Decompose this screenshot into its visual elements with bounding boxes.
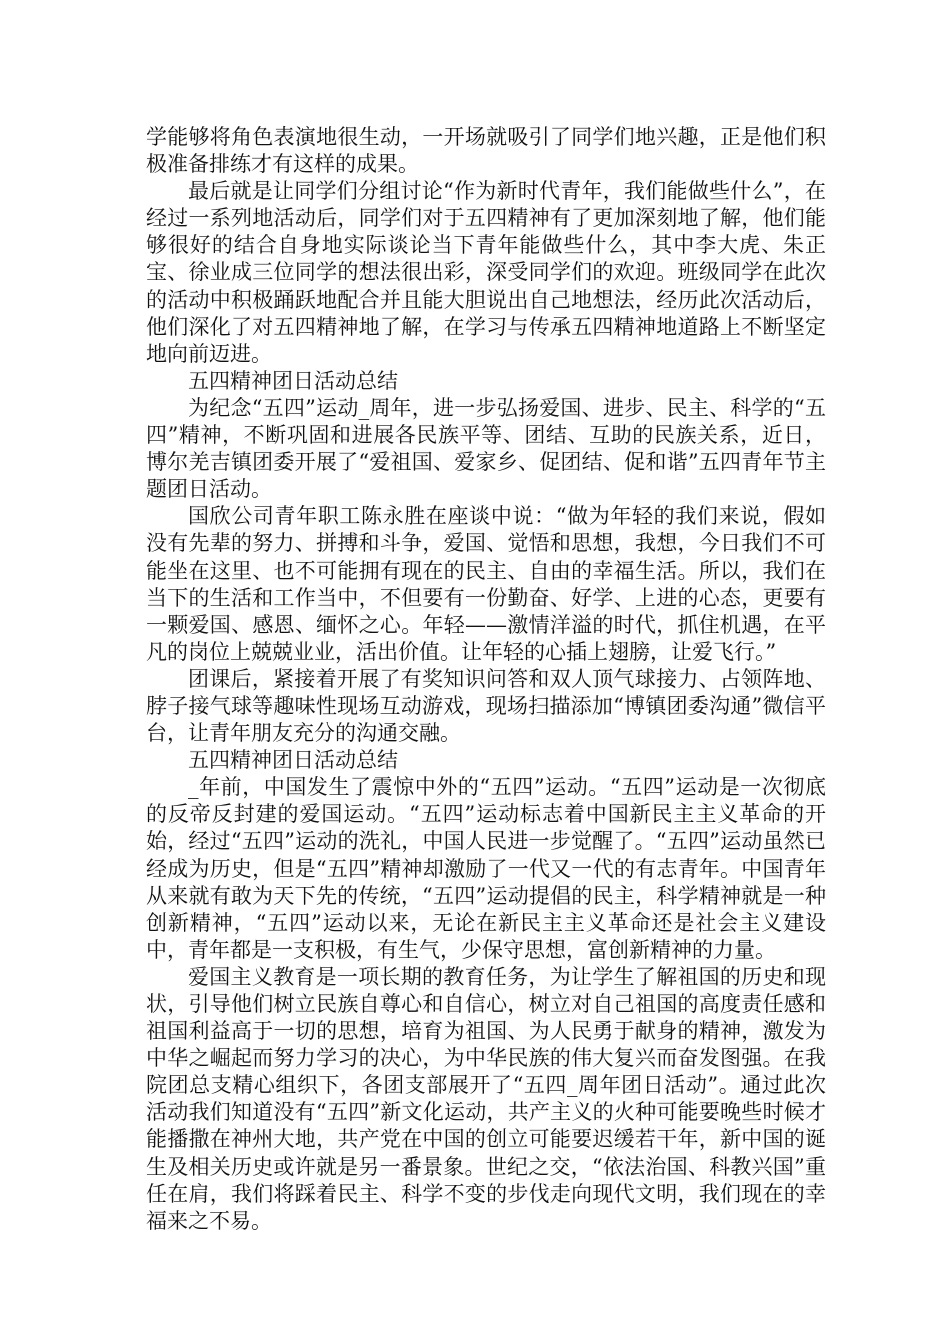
paragraph-group-discussion: 最后就是让同学们分组讨论“作为新时代青年，我们能做些什么”，在经过一系列地活动后，同学们对于五四精神有了更加深刻地了解，他们能够很好的结合自身地实际谈论当下青年能做些什么，其中李大虎、朱正宝、徐业成三位同学的想法很出彩，深受同学们的欢迎。班级同学在此次的活动中积极踊跃地配合并且能大胆说出自己地想法，经历此次活动后，他们深化了对五四精神地了解，在学习与传承五四精神地道路上不断坚定地向前迈进。 (146, 179, 826, 366)
paragraph-commemoration: 为纪念“五四”运动_周年，进一步弘扬爱国、进步、民主、科学的“五四”精神，不断巩固和进展各民族平等、团结、互助的民族关系，近日，博尔羌吉镇团委开展了“爱祖国、爱家乡、促团结、促和谐”五四青年节主题团日活动。 (146, 395, 826, 502)
paragraph-history: _年前，中国发生了震惊中外的“五四”运动。“五四”运动是一次彻底的反帝反封建的爱国运动。“五四”运动标志着中国新民主主义革命的开始，经过“五四”运动的洗礼，中国人民进一步觉醒了。“五四”运动虽然已经成为历史，但是“五四”精神却激励了一代又一代的有志青年。中国青年从来就有敢为天下先的传统，“五四”运动提倡的民主，科学精神就是一种创新精神，“五四”运动以来，无论在新民主主义革命还是社会主义建设中，青年都是一支积极，有生气，少保守思想，富创新精神的力量。 (146, 775, 826, 962)
paragraph-patriotic-education: 爱国主义教育是一项长期的教育任务，为让学生了解祖国的历史和现状，引导他们树立民族自尊心和自信心，树立对自己祖国的高度责任感和祖国利益高于一切的思想，培育为祖国、为人民勇于献身的精神，激发为中华之崛起而努力学习的决心，为中华民族的伟大复兴而奋发图强。在我院团总支精心组织下，各团支部展开了“五四_周年团日活动”。通过此次活动我们知道没有“五四”新文化运动，共产主义的火种可能要晚些时候才能播撒在神州大地，共产党在中国的创立可能要迟缓若干年，新中国的诞生及相关历史或许就是另一番景象。世纪之交，“依法治国、科教兴国”重任在肩，我们将踩着民主、科学不变的步伐走向现代文明，我们现在的幸福来之不易。 (146, 964, 826, 1233)
paragraph-games: 团课后，紧接着开展了有奖知识问答和双人顶气球接力、占领阵地、脖子接气球等趣味性现场互动游戏，现场扫描添加“博镇团委沟通”微信平台，让青年朋友充分的沟通交融。 (146, 666, 826, 746)
paragraph-speech-quote: 国欣公司青年职工陈永胜在座谈中说：“做为年轻的我们来说，假如没有先辈的努力、拼搏和斗争，爱国、觉悟和思想，我想，今日我们不可能坐在这里、也不可能拥有现在的民主、自由的幸福生活。所以，我们在当下的生活和工作当中，不但要有一份勤奋、好学、上进的心态，更要有一颗爱国、感恩、缅怀之心。年轻——激情洋溢的时代，抓住机遇，在平凡的岗位上兢兢业业，活出价值。让年轻的心插上翅膀，让爱飞行。” (146, 504, 826, 664)
section-heading-1: 五四精神团日活动总结 (188, 368, 398, 393)
paragraph-continuation: 学能够将角色表演地很生动，一开场就吸引了同学们地兴趣，正是他们积极准备排练才有这样的成果。 (146, 125, 826, 177)
document-body (146, 124, 826, 1235)
section-heading-2: 五四精神团日活动总结 (188, 748, 398, 773)
